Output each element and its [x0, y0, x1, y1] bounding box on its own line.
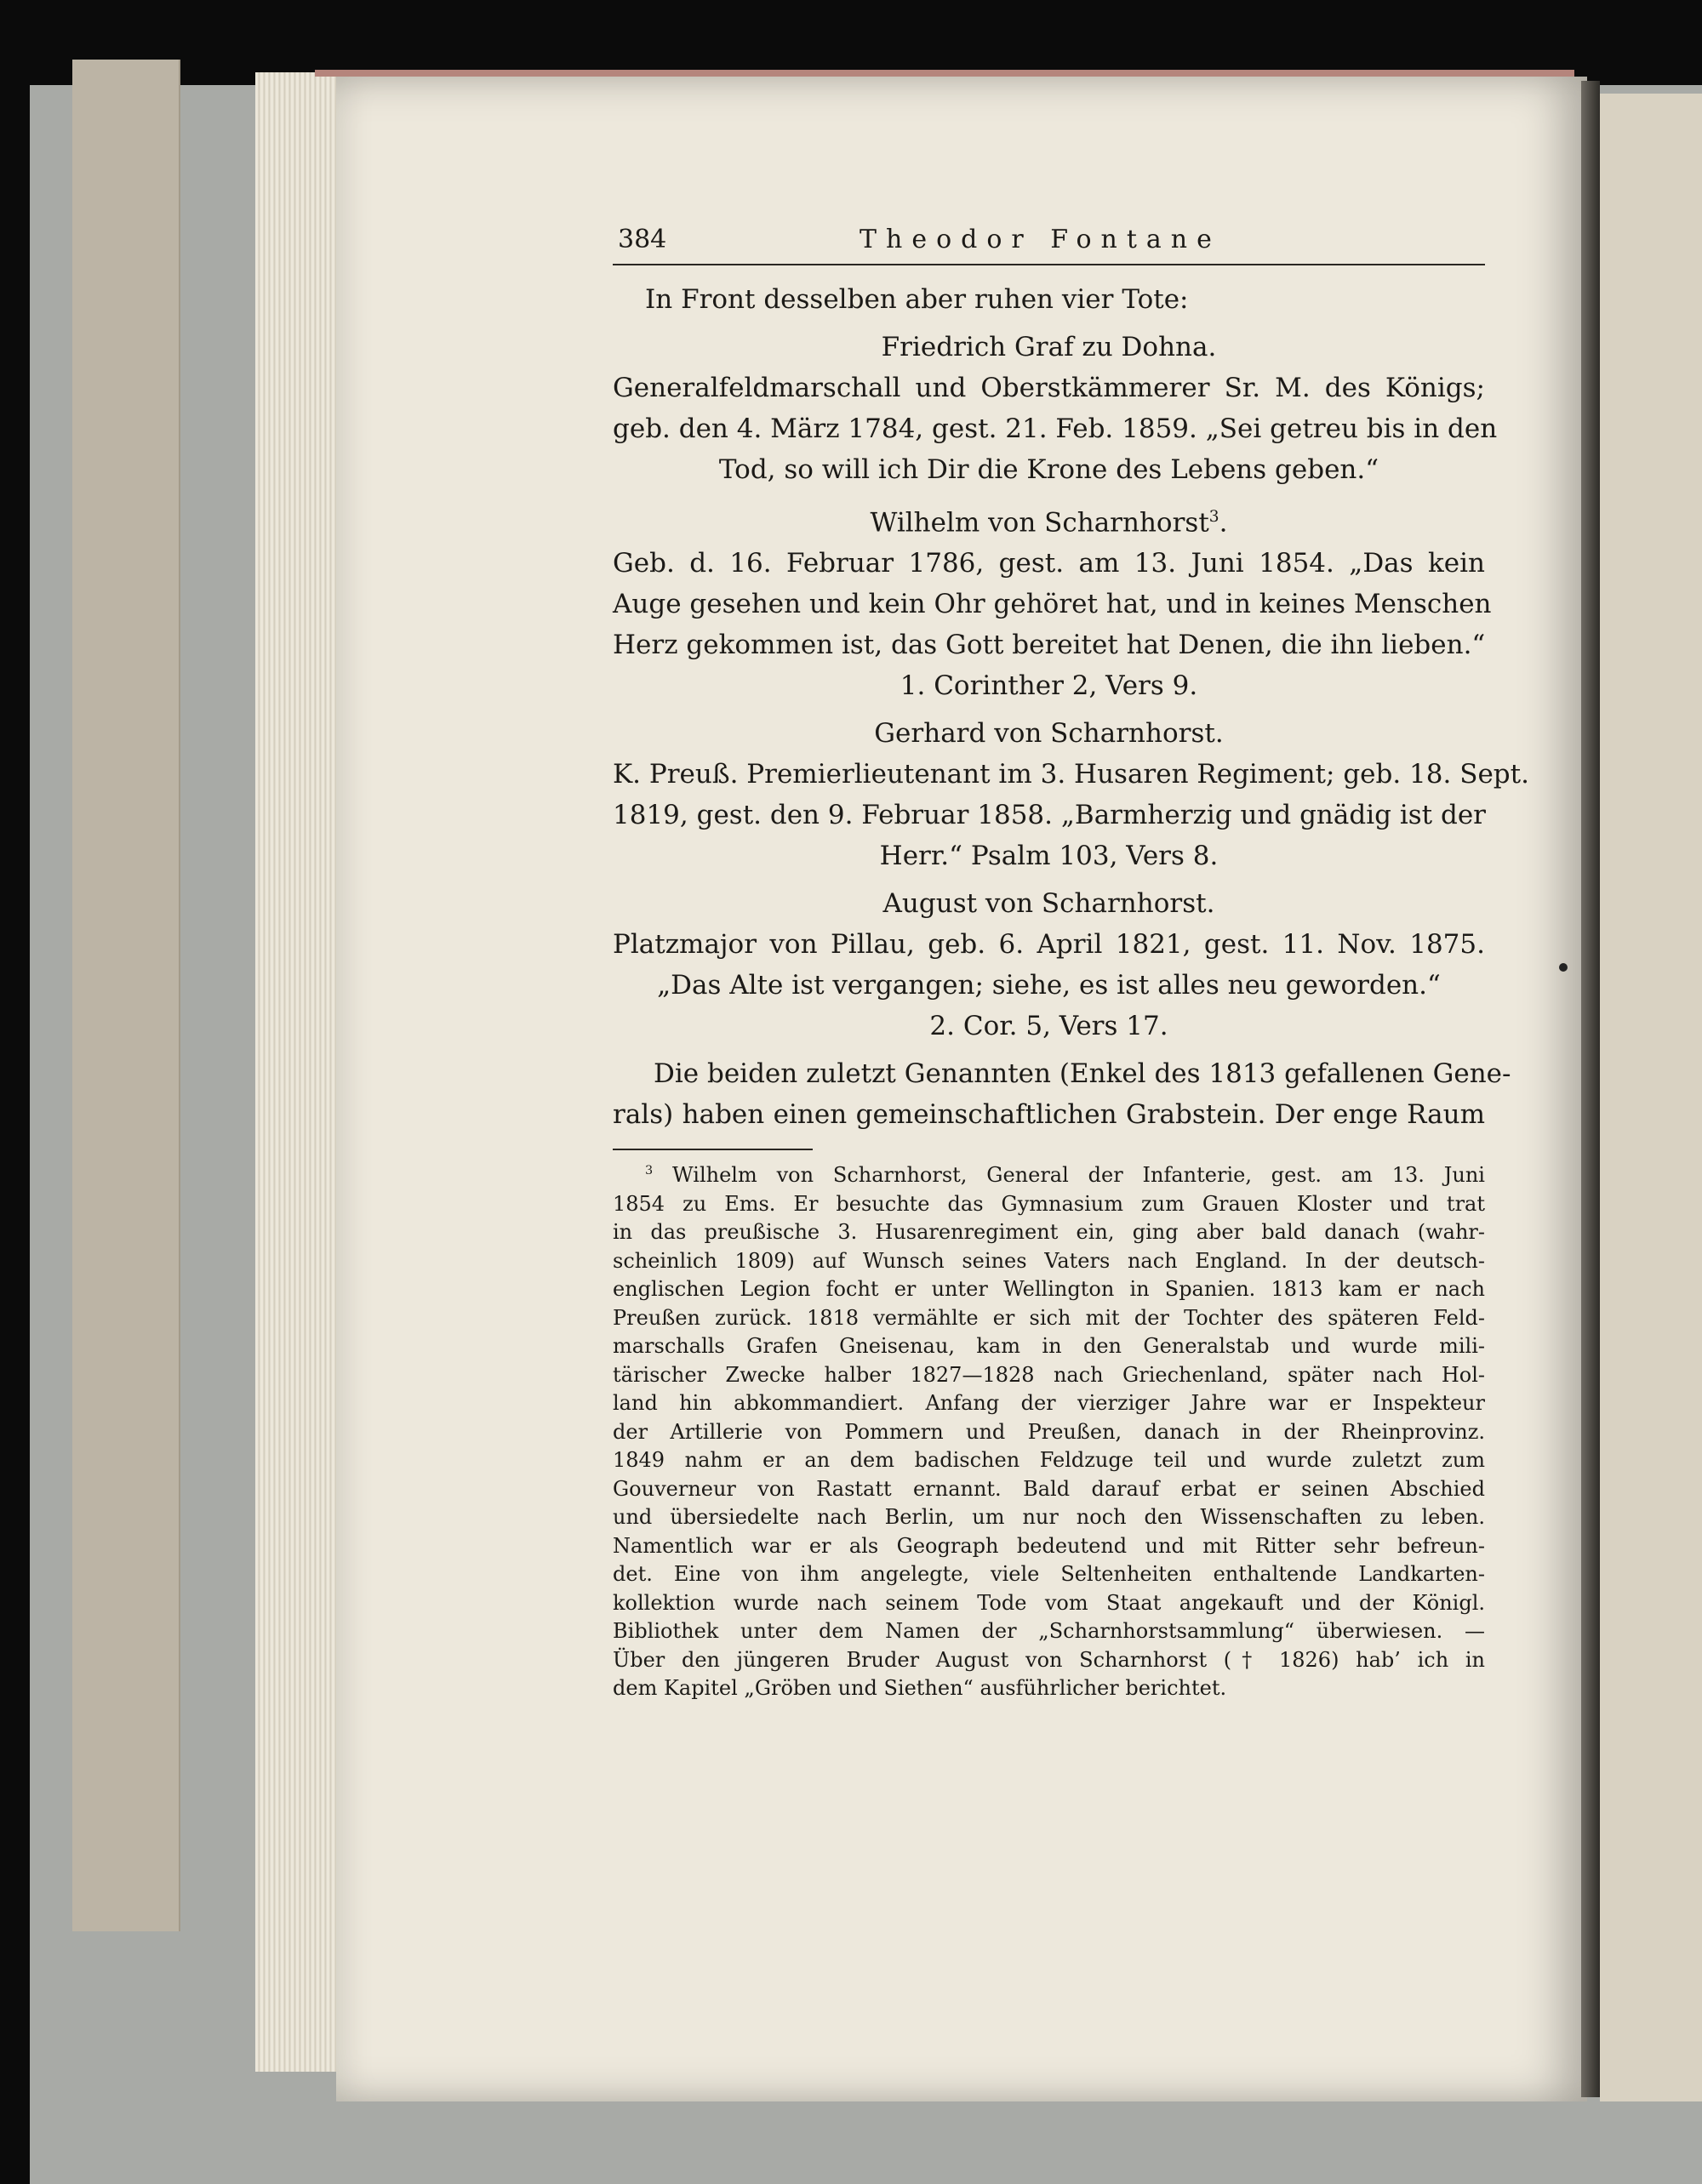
- footnote-line-12: Gouverneur von Rastatt ernannt. Bald darauf erbat er seinen Abschied: [613, 1476, 1485, 1501]
- footnote-line-13: und übersiedelte nach Berlin, um nur noch den Wissenschaften zu leben.: [613, 1505, 1485, 1530]
- footnote-line-5: englischen Legion focht er unter Wellington in Spanien. 1813 kam er nach: [613, 1277, 1485, 1302]
- grave-1-line-3: Tod, so will ich Dir die Krone des Lebens geben.“: [718, 454, 1379, 485]
- footnote-line-2: 1854 zu Ems. Er besuchte das Gymnasium zum Grauen Kloster und trat: [613, 1191, 1485, 1216]
- footnote-line-4: scheinlich 1809) auf Wunsch seines Vaters nach England. In der deutsch-: [613, 1248, 1485, 1273]
- intro-line: In Front desselben aber ruhen vier Tote:: [645, 284, 1189, 315]
- grave-2-line-1: Geb. d. 16. Februar 1786, gest. am 13. Juni 1854. „Das kein: [613, 548, 1485, 579]
- footnote-line-6: Preußen zurück. 1818 vermählte er sich mit der Tochter des späteren Feld-: [613, 1305, 1485, 1330]
- footnote-line-10: der Artillerie von Pommern und Preußen, danach in der Rheinprovinz.: [613, 1419, 1485, 1444]
- grave-2-line-4: 1. Corinther 2, Vers 9.: [900, 670, 1198, 702]
- page-header: [613, 213, 1485, 265]
- grave-2-line-3: Herz gekommen ist, das Gott bereitet hat Denen, die ihn lieben.“: [613, 630, 1486, 661]
- facing-page-edge: [1600, 94, 1702, 2101]
- paragraph-line-1: Die beiden zuletzt Genannten (Enkel des 1813 gefallenen Gene-: [654, 1058, 1511, 1090]
- footnote-line-7: marschalls Grafen Gneisenau, kam in den Generalstab und wurde mili-: [613, 1334, 1485, 1359]
- grave-4-name: August von Scharnhorst.: [882, 888, 1215, 920]
- grave-2-line-2: Auge gesehen und kein Ohr gehöret hat, und in keines Menschen: [613, 589, 1492, 620]
- footnote-line-16: kollektion wurde nach seinem Tode vom Staat angekauft und der Königl.: [613, 1590, 1485, 1615]
- grave-2-name-text: Wilhelm von Scharnhorst: [870, 507, 1209, 539]
- grave-4-line-1: Platzmajor von Pillau, geb. 6. April 1821, gest. 11. Nov. 1875.: [613, 929, 1485, 961]
- book-block-side: [72, 60, 180, 1931]
- footnote-line-19: dem Kapitel „Gröben und Siethen“ ausführlicher berichtet.: [613, 1676, 1227, 1701]
- footnote-line-14: Namentlich war er als Geograph bedeutend und mit Ritter sehr befreun-: [613, 1533, 1485, 1558]
- footnote-line-17: Bibliothek unter dem Namen der „Scharnhorstsammlung“ überwiesen. —: [613, 1619, 1485, 1644]
- grave-4-line-2: „Das Alte ist vergangen; siehe, es ist alles neu geworden.“: [657, 970, 1441, 1001]
- footnote-line-15: det. Eine von ihm angelegte, viele Seltenheiten enthaltende Landkarten-: [613, 1562, 1485, 1587]
- paragraph-line-2: rals) haben einen gemeinschaftlichen Grabstein. Der enge Raum: [613, 1099, 1485, 1131]
- footnote-line-1: [613, 1157, 1485, 1190]
- footnote-marker: 3: [645, 1164, 654, 1178]
- book-gutter: [1581, 81, 1600, 2097]
- red-page-top-edge: [315, 70, 1574, 77]
- footnote-line-3: in das preußische 3. Husarenregiment ein, ging aber bald danach (wahr-: [613, 1220, 1485, 1245]
- footnote-ref: 3: [1208, 508, 1219, 526]
- page-number: 384: [618, 225, 667, 254]
- margin-mark: [1559, 963, 1568, 972]
- running-head: Theodor Fontane: [860, 225, 1221, 254]
- grave-1-name: Friedrich Graf zu Dohna.: [881, 332, 1217, 362]
- footnote-line-9: land hin abkommandiert. Anfang der vierziger Jahre war er Inspekteur: [613, 1391, 1485, 1416]
- grave-3-name: Gerhard von Scharnhorst.: [874, 718, 1224, 750]
- footnote-line-11: 1849 nahm er an dem badischen Feldzuge teil und wurde zuletzt zum: [613, 1448, 1485, 1473]
- footnote-line-1-text: Wilhelm von Scharnhorst, General der Infanterie, gest. am 13. Juni: [672, 1163, 1485, 1188]
- grave-2-name-end: .: [1219, 507, 1228, 539]
- grave-3-line-3: Herr.“ Psalm 103, Vers 8.: [879, 841, 1219, 872]
- grave-1-line-2: geb. den 4. März 1784, gest. 21. Feb. 1859. „Sei getreu bis in den: [613, 413, 1498, 444]
- grave-2-name: [613, 497, 1485, 543]
- page-edges: [255, 72, 347, 2072]
- grave-4-line-3: 2. Cor. 5, Vers 17.: [929, 1011, 1168, 1042]
- footnote-line-18: Über den jüngeren Bruder August von Scharnhorst († 1826) hab’ ich in: [613, 1647, 1485, 1672]
- page-text: [613, 213, 1529, 1703]
- footnote-line-8: tärischer Zwecke halber 1827—1828 nach Griechenland, später nach Hol-: [613, 1362, 1485, 1387]
- grave-1-line-1: Generalfeldmarschall und Oberstkämmerer Sr. M. des Königs;: [613, 373, 1485, 403]
- grave-3-line-2: 1819, gest. den 9. Februar 1858. „Barmherzig und gnädig ist der: [613, 800, 1486, 831]
- footnote-rule: [613, 1149, 813, 1150]
- grave-3-line-1: K. Preuß. Premierlieutenant im 3. Husaren Regiment; geb. 18. Sept.: [613, 759, 1529, 790]
